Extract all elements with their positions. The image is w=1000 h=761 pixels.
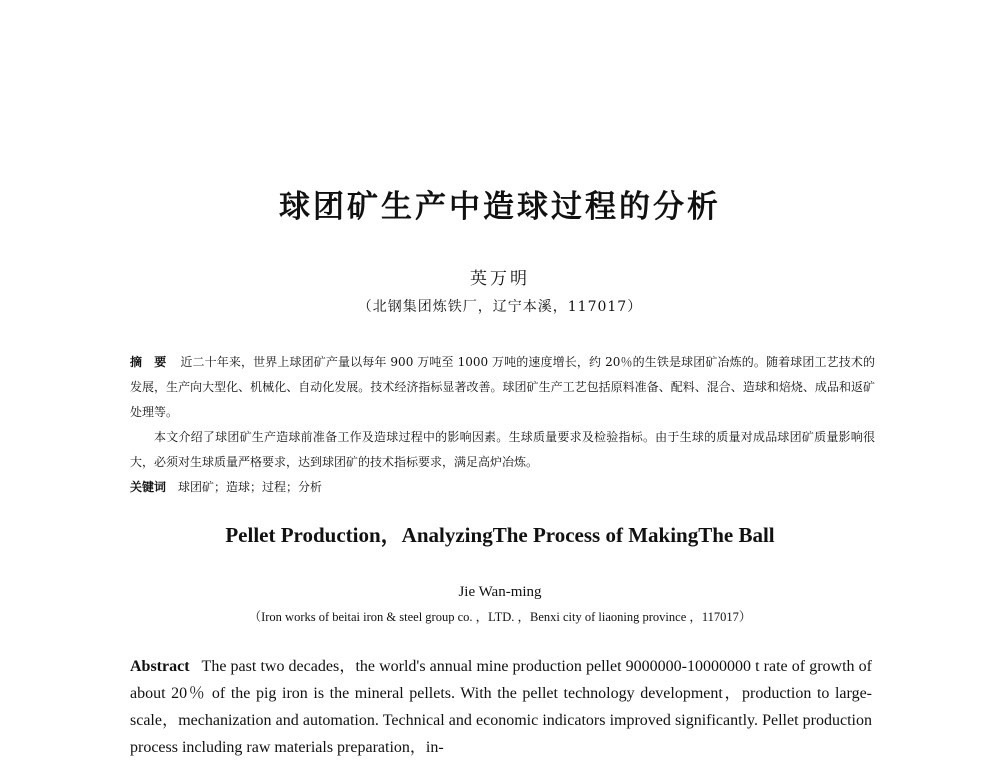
abstract-cn-paragraph-1	[130, 350, 875, 425]
abstract-cn-text-1: 近二十年来，世界上球团矿产量以每年 900 万吨至 1000 万吨的速度增长，约 20％的生铁是球团矿冶炼的。随着球团工艺技术的发展，生产向大型化、机械化、自动化发展。技术经济指标显著改善。球团矿生产工艺包括原料准备、配料、混合、造球和焙烧、成品和返矿处理等。	[130, 355, 875, 419]
abstract-en-label: Abstract	[130, 658, 190, 675]
affiliation-en: （Iron works of beitai iron & steel group co. ，LTD. ，Benxi city of liaoning province ，117017）	[248, 610, 752, 624]
affiliation-cn: （北钢集团炼铁厂，辽宁本溪，117017）	[357, 299, 643, 315]
keywords-cn	[130, 475, 875, 500]
paper-title-cn: 球团矿生产中造球过程的分析	[279, 189, 721, 225]
abstract-en-paragraph	[130, 653, 872, 761]
abstract-cn-label: 摘 要	[130, 355, 167, 369]
keywords-cn-label: 关键词	[130, 480, 167, 494]
paper-title-en: Pellet Production，AnalyzingThe Process of MakingThe Ball	[225, 523, 775, 547]
keywords-cn-text: 球团矿；造球；过程；分析	[178, 480, 323, 494]
abstract-cn-paragraph-2: 本文介绍了球团矿生产造球前准备工作及造球过程中的影响因素。生球质量要求及检验指标。由于生球的质量对成品球团矿质量影响很大，必须对生球质量严格要求，达到球团矿的技术指标要求，满足高炉冶炼。	[130, 430, 875, 469]
author-name-cn: 英万明	[470, 269, 530, 289]
abstract-en-text: The past two decades，the world's annual mine production pellet 9000000-10000000 t rate of growth of about 20％ of the pig iron is the mineral pellets. With the pellet technology development，production to large-scale，mechanization and automation. Technical and economic indicators improved significantly. Pellet production process including raw materials preparation，in-	[130, 658, 872, 756]
abstract-en	[130, 653, 872, 761]
abstract-cn	[130, 350, 875, 500]
author-name-en: Jie Wan-ming	[458, 584, 542, 600]
